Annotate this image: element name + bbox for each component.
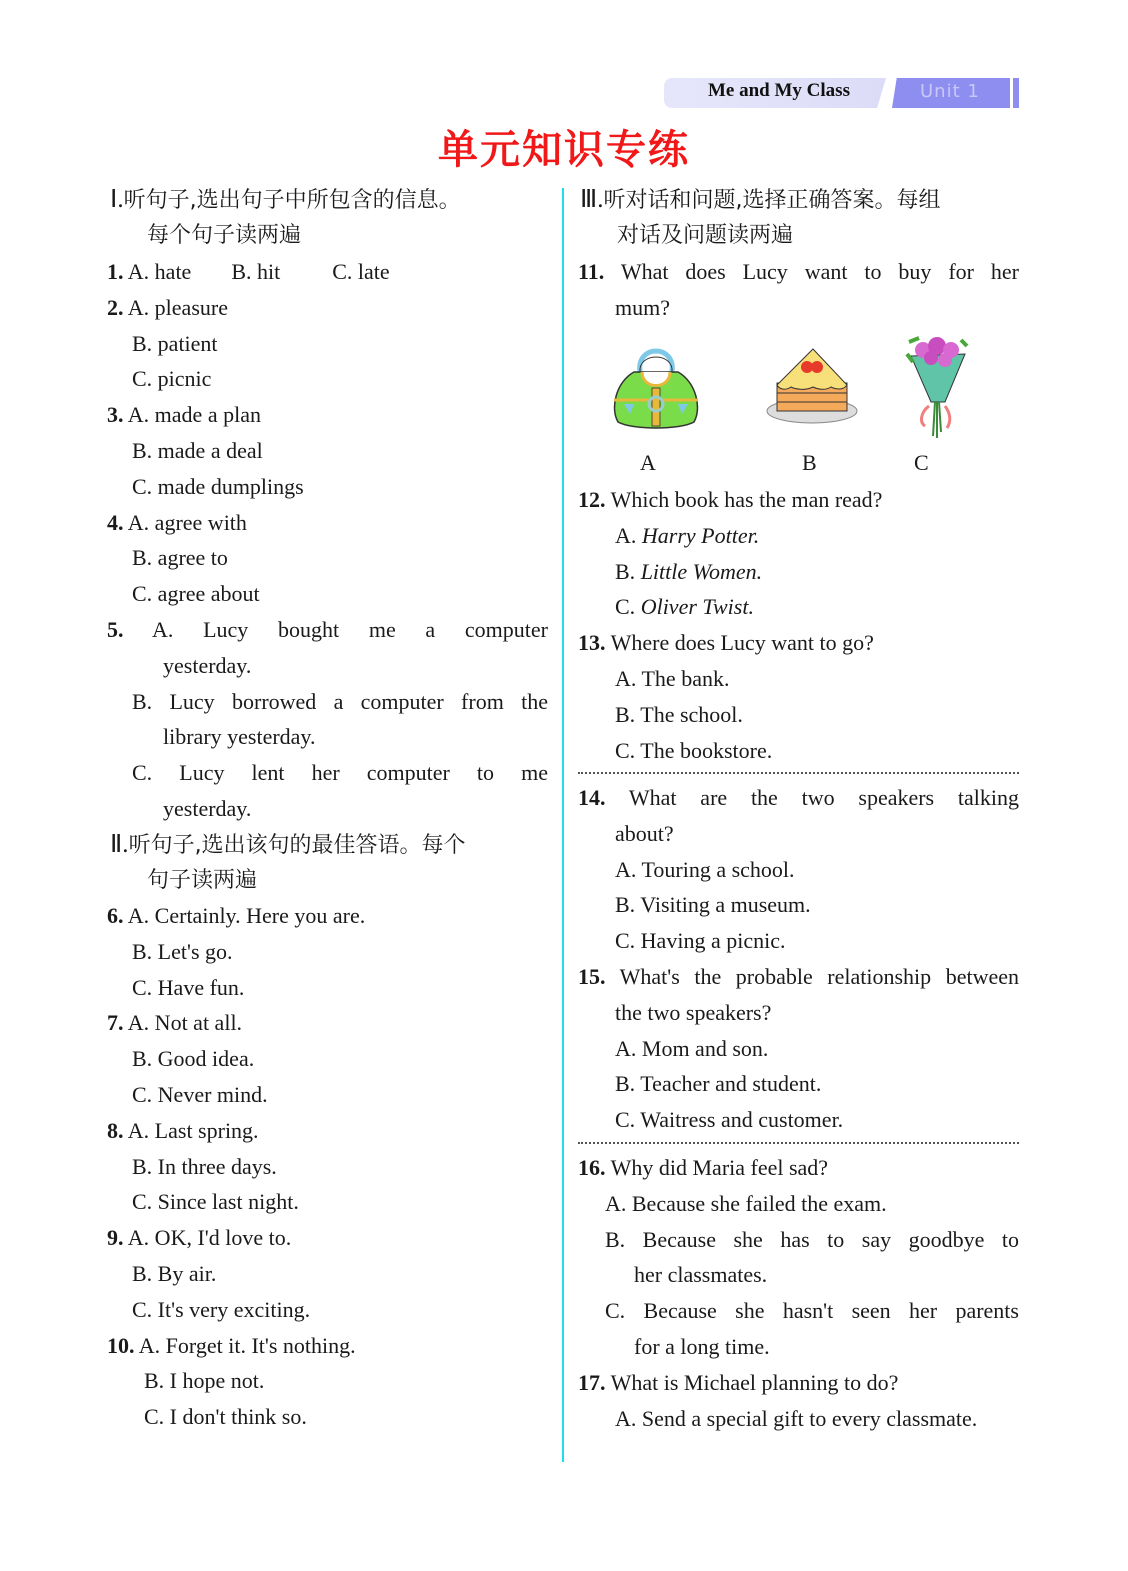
option-line bbox=[132, 1260, 216, 1288]
option-line bbox=[634, 1333, 770, 1361]
picture-label-c: C bbox=[914, 450, 929, 475]
option-text: library yesterday. bbox=[163, 724, 316, 750]
option-line bbox=[132, 1045, 254, 1073]
question-line bbox=[578, 1369, 898, 1397]
question-line bbox=[107, 258, 390, 286]
option-line bbox=[132, 330, 218, 358]
question-number: 9. bbox=[107, 1225, 124, 1251]
option-text: B. patient bbox=[132, 330, 218, 356]
option-line bbox=[132, 365, 211, 393]
question-number: 10. bbox=[107, 1332, 135, 1358]
question-line bbox=[578, 486, 882, 514]
option-letter: C. bbox=[615, 594, 641, 620]
option-text: C. Waitress and customer. bbox=[615, 1107, 844, 1133]
question-line bbox=[107, 1224, 291, 1252]
option-line bbox=[615, 593, 754, 621]
question-line bbox=[107, 1009, 242, 1037]
picture-label-b: B bbox=[802, 450, 817, 475]
question-number: 14. bbox=[578, 785, 606, 810]
question-number: 6. bbox=[107, 903, 124, 928]
question-text: What's the probable relationship between bbox=[619, 964, 1020, 989]
option-text: A. Send a special gift to every classmate. bbox=[615, 1405, 978, 1431]
option-text: B. The school. bbox=[615, 701, 743, 727]
option-text: B. agree to bbox=[132, 545, 228, 571]
unit-label: Unit 1 bbox=[920, 81, 980, 102]
question-number: 13. bbox=[578, 630, 606, 656]
option-line bbox=[132, 759, 548, 787]
question-text: What are the two speakers talking bbox=[628, 785, 1020, 810]
question-text: A. Not at all. bbox=[127, 1010, 243, 1036]
option-line bbox=[634, 1261, 767, 1289]
option-line bbox=[615, 737, 772, 765]
option-text: C. I don't think so. bbox=[144, 1404, 307, 1430]
option-text: B. Lucy borrowed a computer from the bbox=[132, 688, 548, 714]
option-line bbox=[615, 1070, 821, 1098]
option-letter: B. bbox=[615, 558, 641, 584]
option-line bbox=[615, 1035, 768, 1063]
option-text: C. Since last night. bbox=[132, 1189, 299, 1215]
question-line bbox=[107, 902, 365, 930]
question-line bbox=[578, 629, 874, 657]
option-line bbox=[163, 795, 251, 823]
option-line bbox=[132, 1153, 277, 1181]
section-instruction: 听句子,选出该句的最佳答语。每个 bbox=[128, 833, 466, 858]
question-line bbox=[578, 1154, 828, 1182]
question-line bbox=[107, 1332, 356, 1360]
question-text: Which book has the man read? bbox=[610, 487, 883, 512]
option-line bbox=[132, 544, 228, 572]
option-letter: A. bbox=[615, 522, 642, 548]
option-line bbox=[132, 938, 233, 966]
option-line bbox=[605, 1297, 1019, 1325]
question-text: A. Forget it. It's nothing. bbox=[138, 1332, 356, 1358]
option-text: B. In three days. bbox=[132, 1153, 277, 1179]
option-text: A. Touring a school. bbox=[615, 856, 795, 882]
question-text: A. Certainly. Here you are. bbox=[127, 903, 366, 928]
option-text: C. picnic bbox=[132, 366, 212, 392]
option-line bbox=[615, 558, 762, 586]
question-text: A. pleasure bbox=[127, 294, 228, 320]
option-line bbox=[615, 665, 729, 693]
option-line bbox=[615, 522, 759, 550]
flower-bouquet-icon[interactable] bbox=[905, 332, 971, 440]
page-title: 单元知识专练 bbox=[438, 127, 690, 173]
option-text: A. The bank. bbox=[615, 666, 730, 691]
option-text: C. Because she hasn't seen her parents bbox=[605, 1298, 1019, 1324]
option-text: A. Mom and son. bbox=[615, 1035, 769, 1061]
column-divider bbox=[562, 188, 564, 1462]
question-text: What does Lucy want to buy for her bbox=[620, 259, 1019, 284]
question-11-cont: mum? bbox=[615, 295, 670, 320]
option-line bbox=[615, 820, 674, 848]
option-line bbox=[605, 1226, 1019, 1254]
question-text: A. Lucy bought me a computer bbox=[152, 617, 548, 642]
question-separator bbox=[578, 1142, 1019, 1144]
option-text: C. made dumplings bbox=[132, 473, 304, 499]
option-text: yesterday. bbox=[163, 796, 252, 821]
option-text: C. It's very exciting. bbox=[132, 1296, 311, 1322]
option-text: B. I hope not. bbox=[144, 1368, 265, 1394]
section-instruction: 听句子,选出句子中所包含的信息。 bbox=[123, 188, 461, 213]
option-text: C. late bbox=[332, 259, 390, 284]
option-text: C. Lucy lent her computer to me bbox=[132, 760, 548, 786]
option-line bbox=[163, 652, 251, 680]
option-line bbox=[132, 473, 304, 501]
question-text: Why did Maria feel sad? bbox=[610, 1155, 829, 1180]
option-text: C. agree about bbox=[132, 581, 260, 607]
option-text: C. The bookstore. bbox=[615, 737, 773, 763]
section-2-heading bbox=[110, 830, 466, 861]
picture-label-a: A bbox=[640, 450, 656, 475]
option-line bbox=[615, 1106, 843, 1134]
question-line bbox=[578, 963, 1019, 991]
option-line bbox=[132, 688, 548, 716]
question-text: A. made a plan bbox=[127, 402, 261, 428]
option-text: her classmates. bbox=[634, 1262, 768, 1288]
question-number: 11. bbox=[578, 259, 605, 284]
option-line bbox=[132, 974, 244, 1002]
question-line bbox=[107, 294, 228, 322]
section-1-heading bbox=[110, 185, 461, 216]
option-text: B. Let's go. bbox=[132, 938, 233, 964]
option-text: B. By air. bbox=[132, 1261, 217, 1286]
question-number: 3. bbox=[107, 402, 124, 428]
header-accent-bar bbox=[1013, 78, 1019, 108]
book-title: Oliver Twist. bbox=[640, 594, 754, 620]
option-text: B. made a deal bbox=[132, 438, 263, 463]
handbag-icon[interactable] bbox=[610, 338, 702, 432]
section-1-heading-cont: 每个句子读两遍 bbox=[147, 223, 302, 248]
question-number: 8. bbox=[107, 1117, 124, 1143]
question-number: 5. bbox=[107, 617, 124, 642]
question-11 bbox=[578, 258, 1019, 286]
book-title: Harry Potter. bbox=[641, 522, 760, 548]
section-instruction: 听对话和问题,选择正确答案。每组 bbox=[603, 188, 941, 213]
option-line bbox=[132, 1296, 310, 1324]
question-number: 17. bbox=[578, 1369, 606, 1395]
question-line bbox=[107, 1117, 259, 1145]
question-text: A. hate bbox=[127, 259, 192, 284]
section-3-heading-cont: 对话及问题读两遍 bbox=[617, 223, 794, 248]
section-numeral: Ⅱ. bbox=[110, 831, 129, 858]
question-text: Where does Lucy want to go? bbox=[610, 630, 874, 656]
option-text: B. hit bbox=[231, 259, 281, 284]
question-number: 4. bbox=[107, 509, 124, 535]
question-number: 15. bbox=[578, 964, 606, 989]
option-line bbox=[132, 1081, 268, 1109]
option-text: C. Having a picnic. bbox=[615, 928, 786, 954]
option-line bbox=[615, 701, 743, 729]
question-text: A. agree with bbox=[127, 509, 247, 535]
option-text: about? bbox=[615, 820, 674, 846]
option-text: A. Because she failed the exam. bbox=[605, 1190, 887, 1216]
cake-icon[interactable] bbox=[765, 345, 860, 427]
question-line bbox=[107, 616, 548, 644]
option-line bbox=[615, 999, 771, 1027]
question-number: 12. bbox=[578, 487, 606, 512]
question-separator bbox=[578, 772, 1019, 774]
question-line bbox=[578, 784, 1019, 812]
option-line bbox=[132, 580, 260, 608]
option-text: B. Good idea. bbox=[132, 1046, 255, 1072]
option-text: B. Visiting a museum. bbox=[615, 892, 811, 918]
unit-title: Me and My Class bbox=[708, 80, 850, 101]
section-2-heading-cont: 句子读两遍 bbox=[147, 868, 258, 893]
option-line bbox=[615, 1405, 977, 1433]
section-numeral: Ⅲ. bbox=[580, 186, 604, 213]
option-text: B. Because she has to say goodbye to bbox=[605, 1226, 1019, 1252]
question-text: What is Michael planning to do? bbox=[610, 1369, 899, 1395]
question-line bbox=[107, 509, 247, 537]
question-number: 1. bbox=[107, 259, 124, 284]
option-line bbox=[615, 856, 795, 884]
section-3-heading bbox=[580, 185, 941, 216]
question-line bbox=[107, 401, 261, 429]
question-number: 16. bbox=[578, 1155, 606, 1180]
option-text: C. Have fun. bbox=[132, 974, 245, 1000]
section-numeral: Ⅰ. bbox=[110, 186, 124, 213]
question-number: 7. bbox=[107, 1010, 124, 1036]
option-text: B. Teacher and student. bbox=[615, 1071, 822, 1097]
option-text: C. Never mind. bbox=[132, 1082, 268, 1107]
book-title: Little Women. bbox=[640, 558, 763, 584]
option-text: for a long time. bbox=[634, 1334, 770, 1359]
option-line bbox=[132, 1188, 299, 1216]
option-line bbox=[615, 927, 785, 955]
option-line bbox=[144, 1367, 264, 1395]
option-line bbox=[144, 1403, 307, 1431]
question-text: A. Last spring. bbox=[127, 1117, 259, 1143]
option-line bbox=[132, 437, 263, 465]
option-line bbox=[163, 723, 316, 751]
option-text: yesterday. bbox=[163, 652, 252, 678]
option-line bbox=[615, 891, 811, 919]
question-number: 2. bbox=[107, 294, 124, 320]
option-line bbox=[605, 1190, 887, 1218]
question-text: A. OK, I'd love to. bbox=[127, 1225, 292, 1251]
option-text: the two speakers? bbox=[615, 999, 772, 1025]
